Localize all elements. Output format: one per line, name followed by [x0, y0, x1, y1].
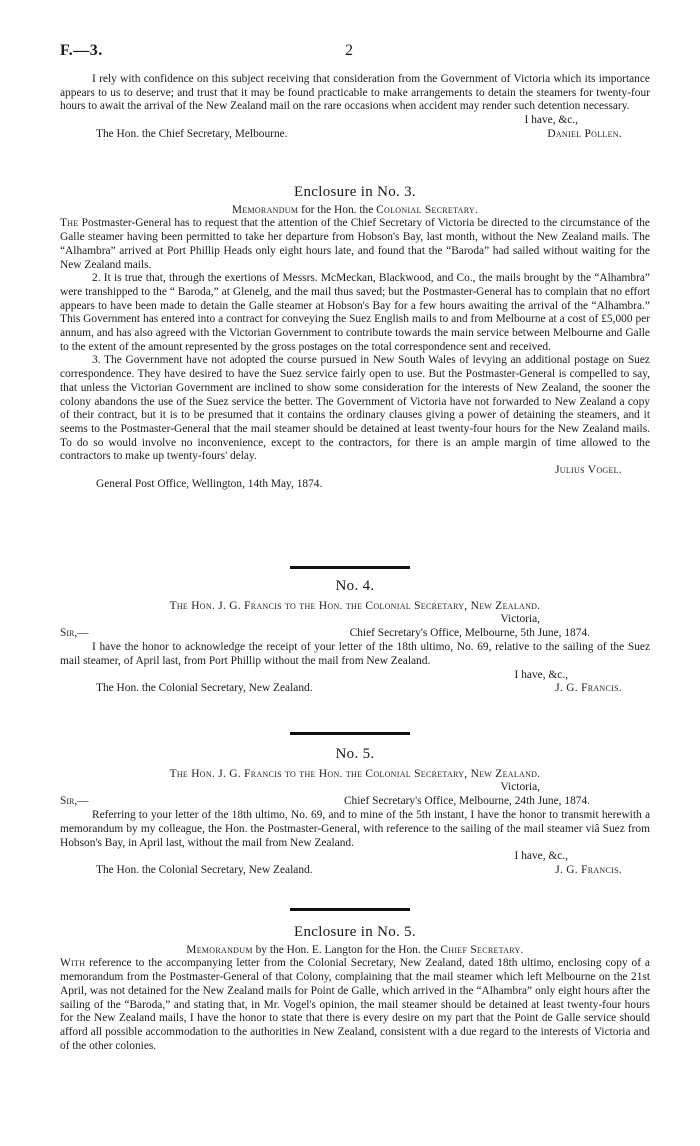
no-5-signature: J. G. Francis.	[555, 863, 622, 876]
no-4-signature: J. G. Francis.	[555, 682, 622, 695]
opening-signature: Daniel Pollen.	[547, 127, 622, 140]
memo-mid: by the Hon. E. Langton for the Hon. the	[255, 943, 438, 956]
enclosure-5-memo-line	[60, 944, 650, 958]
no-5-from-line: The Hon. J. G. Francis to the Hon. the Colonial Secretary, New Zealand.	[169, 767, 541, 780]
section-divider	[290, 566, 410, 569]
enclosure-3-place-date: General Post Office, Wellington, 14th May, 1874.	[96, 477, 323, 490]
no-5-address-row	[60, 795, 650, 809]
no-4-salutation: Sir,—	[60, 627, 89, 640]
opening-letter	[60, 73, 650, 142]
no-4-victoria: Victoria,	[500, 613, 540, 626]
memo-word: Memorandum	[186, 943, 253, 956]
opening-addressee: The Hon. the Chief Secretary, Melbourne.	[96, 127, 288, 140]
no-5-addressee: The Hon. the Colonial Secretary, New Zealand.	[96, 863, 313, 876]
memo-recipient: Colonial Secretary.	[376, 203, 479, 216]
enclosure-3-signature: Julius Vogel.	[555, 464, 622, 477]
opening-closing: I have, &c.,	[524, 114, 578, 127]
no-5-salutation: Sir,—	[60, 795, 89, 808]
no-5-closing: I have, &c.,	[514, 850, 568, 863]
paragraph-text: reference to the accompanying letter from the Colonial Secretary, New Zealand, dated 18th ultimo, enclosing copy of a memorandum from the Postmaster-General of that Colony, complaining that the mail steamer which left Melbourne on the 21st April, was not detained for the New Zealand mails for Point de Galle, which arrived in the “Alhambra” only eight hours after the sailing of the “Baroda,” and stating that, in Mr. Vogel's opinion, the mail steamer should be detained at least twenty-four hours for the New Zealand mails, I have the honor to state that there is every desire on my part that the Point de Galle service should afford all possible accommodation to the authorities in New Zealand, consistent with a due regard to the interests of Victoria and of the other colonies.	[60, 957, 650, 1052]
memo-word: Memorandum	[231, 203, 299, 216]
page-header	[60, 42, 650, 62]
enclosure-3-title: Enclosure in No. 3.	[294, 184, 416, 200]
no-4-address-row	[60, 627, 650, 641]
opening-signature-row	[60, 128, 650, 142]
enclosure-3-paragraph-2: 2. It is true that, through the exertions of Messrs. McMeckan, Blackwood, and Co., the mails brought by the “Alhambra” were transhipped to the “ Baroda,” at Glenelg, and the mail thus saved; but the Postmaster-General has to complain that no effort appears to have been made to detain the Galle steamer at Hobson's Bay for a few hours awaiting the arrival of the “Alhambra.” This Government has entered into a contract for conveying the Suez English mails to and from Melbourne at a cost of £5,000 per annum, and has also agreed with the Victorian Government to contribute towards the main service between Melbourne and Galle to the extent of the amount represented by the gross postages on the total correspondence sent and received.	[60, 272, 650, 353]
no-5-title: No. 5.	[335, 746, 375, 762]
no-4-office: Chief Secretary's Office, Melbourne, 5th June, 1874.	[349, 627, 590, 640]
no-4-signature-row	[60, 682, 650, 696]
no-5-body: Referring to your letter of the 18th ultimo, No. 69, and to mine of the 5th instant, I have the honor to transmit herewith a memorandum by my colleague, the Hon. the Postmaster-General, with reference to the sailing of the mail steamer viâ Suez from Hobson's Bay, in April last, without the mail from New Zealand.	[60, 809, 650, 849]
letter-no-4	[60, 580, 650, 696]
section-divider	[290, 732, 410, 735]
no-4-body: I have the honor to acknowledge the receipt of your letter of the 18th ultimo, No. 69, relative to the sailing of the Suez mail steamer, of April last, from Port Phillip without the mail from New Zealand.	[60, 641, 650, 667]
no-4-title: No. 4.	[335, 578, 375, 594]
no-4-addressee: The Hon. the Colonial Secretary, New Zealand.	[96, 682, 313, 695]
paper-reference: F.—3.	[60, 42, 103, 59]
lead-word: The	[60, 217, 79, 230]
no-5-victoria: Victoria,	[500, 781, 540, 794]
enclosure-3-memo-line	[60, 204, 650, 218]
lead-word: With	[60, 957, 86, 970]
enclosure-5-paragraph-1	[60, 957, 650, 1053]
enclosure-5-title: Enclosure in No. 5.	[294, 924, 416, 940]
no-4-closing: I have, &c.,	[514, 668, 568, 681]
letter-no-5	[60, 748, 650, 878]
opening-paragraph: I rely with confidence on this subject receiving that consideration from the Government of Victoria which its importance appears to us to deserve; and trust that it may be found practicable to make arrangements to detain the steamers for twenty-four hours to await the arrival of the New Zealand mail on the rare occasions when accident may render such detention necessary.	[60, 73, 650, 113]
paragraph-text: Postmaster-General has to request that the attention of the Chief Secretary of Victoria be directed to the circumstance of the Galle steamer having been permitted to take her departure from Hobson's Bay, last month, without the New Zealand mails. The “Alhambra” arrived at Port Phillip Heads only eight hours late, and found that the “Baroda” had sailed without waiting for the New Zealand mails.	[60, 217, 650, 271]
enclosure-5	[60, 926, 650, 1053]
no-5-office: Chief Secretary's Office, Melbourne, 24th June, 1874.	[343, 795, 590, 808]
no-4-from-line: The Hon. J. G. Francis to the Hon. the Colonial Secretary, New Zealand.	[169, 599, 541, 612]
section-divider	[290, 908, 410, 911]
enclosure-3	[60, 186, 650, 491]
memo-mid: for the Hon. the	[301, 203, 374, 216]
page-number: 2	[345, 42, 353, 59]
memo-recipient: Chief Secretary.	[440, 943, 524, 956]
enclosure-3-paragraph-3: 3. The Government have not adopted the course pursued in New South Wales of levying an additional postage on Suez correspondence. They have desired to have the Suez service fairly open to use. But the Postmaster-General is compelled to say, that unless the Victorian Government are inclined to show some consideration for the interests of New Zealand, the sooner the colony abandons the use of the Suez service the better. The Government of Victoria have not forwarded to New Zealand a copy of their contract, but it is to be presumed that it contains the ordinary clauses giving a power of detaining the steamers, and it seems to the Postmaster-General that the mail steamer should be detained at least twenty-four hours for the New Zealand mails. To do so would involve no inconvenience, except to the contractors, for there is an ample margin of time allowed to the contractors to make up twenty-fours' delay.	[60, 354, 650, 463]
enclosure-3-paragraph-1	[60, 217, 650, 272]
no-5-signature-row	[60, 864, 650, 878]
